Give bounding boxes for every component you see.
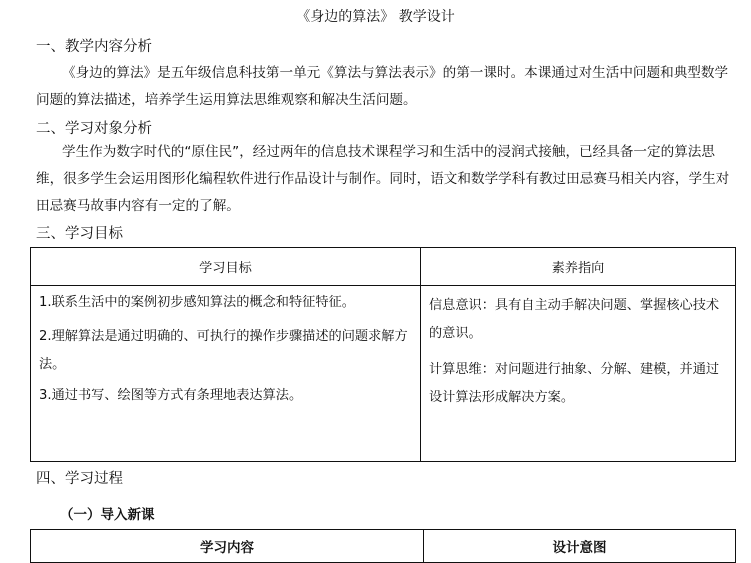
document-title: 《身边的算法》 教学设计 bbox=[296, 9, 455, 25]
goal-item: 2.理解算法是通过明确的、可执行的操作步骤描述的问题求解方法。 bbox=[39, 329, 408, 372]
learning-process-table bbox=[30, 529, 736, 563]
section-heading-learner-analysis: 二、学习对象分析 bbox=[36, 121, 152, 137]
literacy-cell bbox=[421, 286, 736, 462]
literacy-column-header: 素养指向 bbox=[421, 248, 736, 286]
literacy-item: 信息意识：具有自主动手解决问题、掌握核心技术的意识。 bbox=[429, 298, 720, 341]
learner-analysis-paragraph: 学生作为数字时代的“原住民”，经过两年的信息技术课程学习和生活中的浸润式接触，已经具备一定的算法思维，很多学生会运用图形化编程软件进行作品设计与制作。同时，语文和数学学科有教过田忌赛马相关内容，学生对田忌赛马故事内容有一定的了解。 bbox=[36, 144, 730, 214]
learning-goals-table bbox=[30, 247, 736, 462]
section-heading-content-analysis: 一、教学内容分析 bbox=[36, 39, 152, 55]
goal-item: 1.联系生活中的案例初步感知算法的概念和特征特征。 bbox=[39, 295, 355, 310]
intent-column-header: 设计意图 bbox=[424, 530, 736, 563]
goal-item: 3.通过书写、绘图等方式有条理地表达算法。 bbox=[39, 388, 303, 403]
goals-cell bbox=[31, 286, 421, 462]
table-row bbox=[31, 286, 736, 462]
section-heading-learning-goals: 三、学习目标 bbox=[36, 226, 123, 242]
subsection-heading-intro: （一）导入新课 bbox=[60, 507, 155, 523]
content-column-header: 学习内容 bbox=[31, 530, 424, 563]
table-header-row bbox=[31, 248, 736, 286]
literacy-item: 计算思维：对问题进行抽象、分解、建模，并通过设计算法形成解决方案。 bbox=[429, 362, 720, 405]
table-header-row bbox=[31, 530, 736, 563]
section-heading-learning-process: 四、学习过程 bbox=[36, 471, 123, 487]
goals-column-header: 学习目标 bbox=[31, 248, 421, 286]
content-analysis-paragraph: 《身边的算法》是五年级信息科技第一单元《算法与算法表示》的第一课时。本课通过对生活中问题和典型数学问题的算法描述，培养学生运用算法思维观察和解决生活问题。 bbox=[36, 65, 729, 108]
